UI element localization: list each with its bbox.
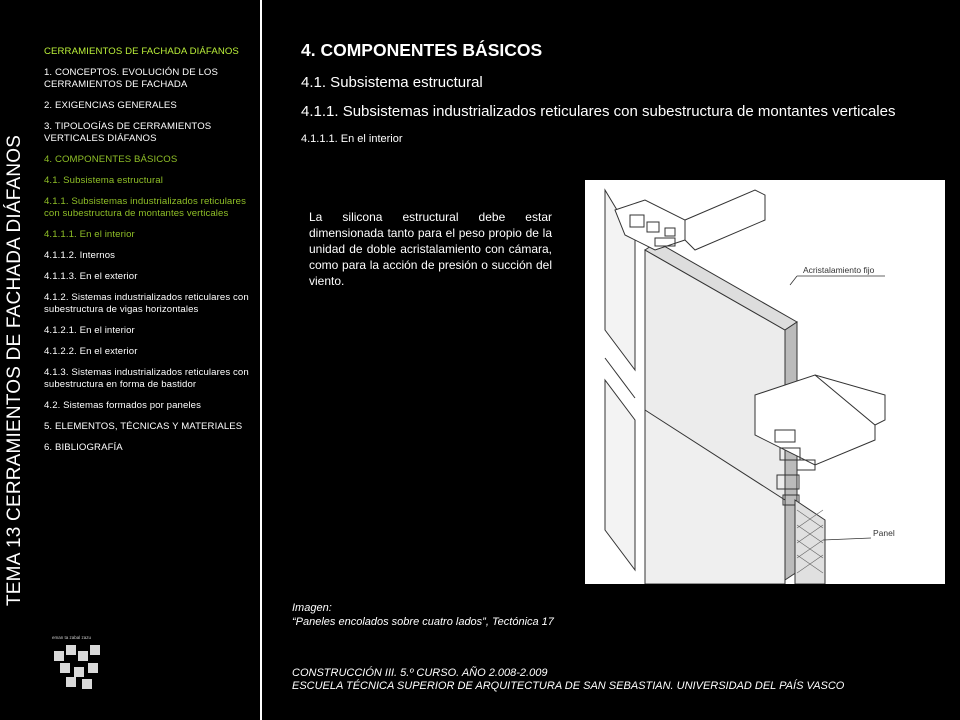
footer-line-1: CONSTRUCCIÓN III. 5.º CURSO. AÑO 2.008-2.009 — [292, 667, 548, 679]
nav-item-3[interactable]: 2. EXIGENCIAS GENERALES — [44, 100, 177, 111]
nav-item-17[interactable]: 6. BIBLIOGRAFÍA — [44, 442, 123, 453]
logo-motto: eman ta zabal zazu — [52, 635, 92, 640]
subheading-1: 4.1. Subsistema estructural — [301, 74, 483, 91]
facade-detail-drawing — [585, 180, 945, 584]
nav-item-5[interactable]: 4. COMPONENTES BÁSICOS — [44, 154, 178, 165]
vertical-title-text: TEMA 13 CERRAMIENTOS DE FACHADA DIÁFANOS — [4, 134, 25, 606]
subheading-3: 4.1.1.1. En el interior — [301, 133, 403, 145]
sidebar-nav — [44, 46, 256, 463]
image-caption — [292, 601, 554, 629]
nav-item-7[interactable]: 4.1.1. Subsistemas industrializados reticulares con subestructura de montantes verticales — [44, 196, 246, 219]
nav-item-16[interactable]: 5. ELEMENTOS, TÉCNICAS Y MATERIALES — [44, 421, 243, 432]
subheading-2: 4.1.1. Subsistemas industrializados reticulares con subestructura de montantes verticales — [301, 103, 896, 120]
nav-item-14[interactable]: 4.1.3. Sistemas industrializados reticulares con subestructura en forma de bastidor — [44, 367, 249, 390]
sidebar-divider — [260, 0, 262, 720]
caption-line-2: “Paneles encolados sobre cuatro lados”, Tectónica 17 — [292, 616, 554, 628]
label-panel: Panel — [873, 528, 895, 538]
nav-item-1[interactable]: CERRAMIENTOS DE FACHADA DIÁFANOS — [44, 46, 239, 57]
nav-item-6[interactable]: 4.1. Subsistema estructural — [44, 175, 163, 186]
nav-item-12[interactable]: 4.1.2.1. En el interior — [44, 325, 135, 336]
nav-item-9[interactable]: 4.1.1.2. Internos — [44, 250, 116, 261]
nav-item-15[interactable]: 4.2. Sistemas formados por paneles — [44, 400, 201, 411]
nav-item-4[interactable]: 3. TIPOLOGÍAS DE CERRAMIENTOS VERTICALES DIÁFANOS — [44, 121, 212, 144]
footer — [292, 667, 844, 693]
nav-item-8[interactable]: 4.1.1.1. En el interior — [44, 229, 135, 240]
university-logo — [52, 633, 112, 693]
body-paragraph: La silicona estructural debe estar dimensionada tanto para el peso propio de la unidad de doble acristalamiento con cámara, como para la acción de presión o succión del viento. — [309, 210, 552, 288]
caption-line-1: Imagen: — [292, 602, 332, 614]
label-glass: Acristalamiento fijo — [803, 265, 875, 275]
nav-item-13[interactable]: 4.1.2.2. En el exterior — [44, 346, 138, 357]
nav-item-2[interactable]: 1. CONCEPTOS. EVOLUCIÓN DE LOS CERRAMIENTOS DE FACHADA — [44, 67, 218, 90]
page-heading: 4. COMPONENTES BÁSICOS — [301, 40, 543, 60]
nav-item-10[interactable]: 4.1.1.3. En el exterior — [44, 271, 138, 282]
nav-item-11[interactable]: 4.1.2. Sistemas industrializados reticulares con subestructura de vigas horizontales — [44, 292, 249, 315]
footer-line-2: ESCUELA TÉCNICA SUPERIOR DE ARQUITECTURA DE SAN SEBASTIAN. UNIVERSIDAD DEL PAÍS VASCO — [292, 680, 845, 692]
